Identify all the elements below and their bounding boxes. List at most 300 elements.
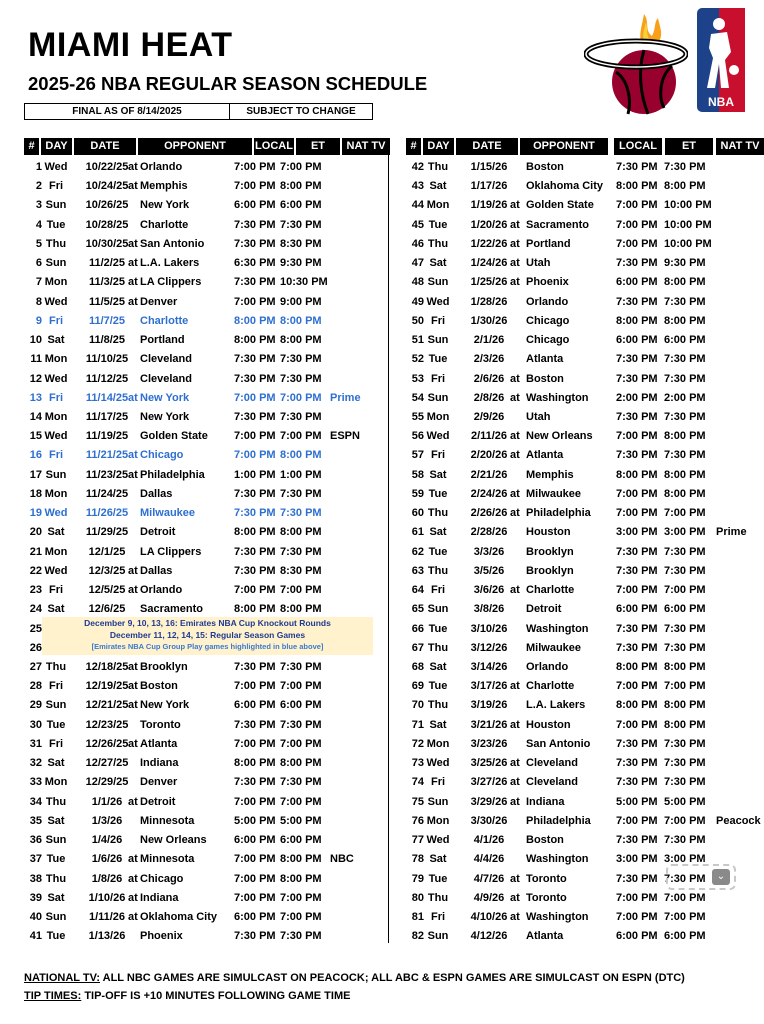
game-number: 22 bbox=[29, 564, 42, 577]
game-at: at bbox=[510, 449, 520, 462]
game-number: 40 bbox=[29, 910, 42, 923]
game-et-time: 8:00 PM bbox=[664, 660, 706, 673]
game-date: 1/6/26 bbox=[91, 853, 123, 866]
game-local-time: 6:00 PM bbox=[234, 699, 276, 712]
game-et-time: 7:30 PM bbox=[280, 545, 322, 558]
game-opponent: Washington bbox=[526, 910, 589, 923]
game-local-time: 7:00 PM bbox=[234, 295, 276, 308]
game-number: 37 bbox=[29, 853, 42, 866]
game-number: 32 bbox=[29, 757, 42, 770]
game-number: 56 bbox=[411, 430, 424, 443]
game-date: 1/24/26 bbox=[470, 257, 508, 270]
game-et-time: 7:00 PM bbox=[280, 737, 322, 750]
header-date: DATE bbox=[456, 138, 518, 155]
game-opponent: New York bbox=[140, 699, 190, 712]
game-opponent: Dallas bbox=[140, 487, 173, 500]
game-date: 3/5/26 bbox=[473, 564, 505, 577]
game-day: Wed bbox=[426, 430, 450, 443]
game-et-time: 7:30 PM bbox=[664, 834, 706, 847]
game-number: 78 bbox=[411, 853, 424, 866]
game-number: 80 bbox=[411, 891, 424, 904]
game-opponent: Detroit bbox=[526, 603, 562, 616]
table-row bbox=[406, 908, 764, 927]
game-et-time: 10:00 PM bbox=[664, 199, 712, 212]
game-day: Mon bbox=[44, 353, 68, 366]
game-local-time: 7:30 PM bbox=[616, 257, 658, 270]
game-opponent: Sacramento bbox=[140, 603, 203, 616]
game-local-time: 7:30 PM bbox=[616, 622, 658, 635]
game-opponent: Orlando bbox=[526, 295, 569, 308]
game-date: 1/8/26 bbox=[91, 872, 123, 885]
game-opponent: Philadelphia bbox=[140, 468, 205, 481]
game-number: 38 bbox=[29, 872, 42, 885]
game-day: Thu bbox=[427, 507, 449, 520]
game-et-time: 6:00 PM bbox=[664, 603, 706, 616]
game-day: Mon bbox=[44, 776, 68, 789]
game-date: 1/28/26 bbox=[470, 295, 508, 308]
game-at: at bbox=[128, 276, 138, 289]
game-et-time: 8:00 PM bbox=[280, 757, 322, 770]
game-day: Sat bbox=[47, 526, 65, 539]
game-opponent: Phoenix bbox=[140, 930, 183, 943]
game-number: 6 bbox=[35, 257, 42, 270]
table-row bbox=[406, 485, 764, 504]
table-row bbox=[406, 927, 764, 946]
table-row bbox=[24, 504, 390, 523]
game-number: 58 bbox=[411, 468, 424, 481]
game-opponent: Portland bbox=[526, 237, 571, 250]
game-opponent: Phoenix bbox=[526, 276, 569, 289]
game-day: Fri bbox=[48, 449, 64, 462]
game-day: Sat bbox=[47, 757, 65, 770]
game-local-time: 7:00 PM bbox=[616, 718, 658, 731]
table-row bbox=[24, 850, 390, 869]
game-local-time: 7:30 PM bbox=[616, 161, 658, 173]
table-row bbox=[24, 273, 390, 292]
game-opponent: Philadelphia bbox=[526, 814, 591, 827]
game-at: at bbox=[510, 391, 520, 404]
table-row bbox=[406, 658, 764, 677]
game-opponent: Oklahoma City bbox=[526, 180, 604, 193]
game-et-time: 8:00 PM bbox=[664, 468, 706, 481]
game-et-time: 8:00 PM bbox=[664, 430, 706, 443]
game-day: Wed bbox=[44, 295, 68, 308]
game-date: 1/4/26 bbox=[91, 834, 123, 847]
game-local-time: 8:00 PM bbox=[616, 180, 658, 193]
game-number: 73 bbox=[411, 757, 424, 770]
game-at: at bbox=[128, 891, 138, 904]
game-at: at bbox=[510, 584, 520, 597]
game-date: 11/8/25 bbox=[88, 334, 126, 347]
game-at: at bbox=[510, 795, 520, 808]
game-et-time: 8:30 PM bbox=[280, 237, 322, 250]
game-day: Sat bbox=[429, 718, 447, 731]
game-day: Tue bbox=[428, 353, 448, 366]
game-local-time: 7:30 PM bbox=[234, 353, 276, 366]
game-et-time: 7:30 PM bbox=[664, 372, 706, 385]
subject-to-change-label: SUBJECT TO CHANGE bbox=[229, 103, 373, 120]
game-number: 79 bbox=[411, 872, 424, 885]
note-line-1: December 9, 10, 13, 16: Emirates NBA Cup Knockout Rounds bbox=[84, 618, 331, 628]
game-date: 1/30/26 bbox=[470, 314, 508, 327]
game-number: 19 bbox=[29, 507, 42, 520]
game-date: 11/10/25 bbox=[85, 353, 129, 366]
game-local-time: 6:00 PM bbox=[616, 930, 658, 943]
header-date: DATE bbox=[74, 138, 136, 155]
game-et-time: 7:00 PM bbox=[280, 430, 322, 443]
game-et-time: 2:00 PM bbox=[664, 391, 706, 404]
table-row bbox=[24, 677, 390, 696]
game-date: 3/14/26 bbox=[470, 660, 508, 673]
game-at: at bbox=[128, 584, 138, 597]
game-number: 70 bbox=[411, 699, 424, 712]
game-at: at bbox=[128, 680, 138, 693]
game-et-time: 7:30 PM bbox=[664, 295, 706, 308]
game-day: Mon bbox=[44, 410, 68, 423]
game-day: Fri bbox=[430, 910, 446, 923]
game-at: at bbox=[510, 718, 520, 731]
game-date: 3/6/26 bbox=[473, 584, 505, 597]
game-local-time: 6:00 PM bbox=[234, 834, 276, 847]
game-date: 12/27/25 bbox=[85, 757, 129, 770]
page-title: MIAMI HEAT bbox=[28, 26, 233, 64]
table-row bbox=[24, 446, 390, 465]
game-date: 2/28/26 bbox=[470, 526, 508, 539]
game-local-time: 7:30 PM bbox=[616, 757, 658, 770]
game-et-time: 7:30 PM bbox=[664, 622, 706, 635]
game-at: at bbox=[128, 257, 138, 270]
game-day: Thu bbox=[427, 237, 449, 250]
game-opponent: Houston bbox=[526, 718, 571, 731]
game-local-time: 2:00 PM bbox=[616, 391, 658, 404]
table-row bbox=[24, 485, 390, 504]
game-date: 12/3/25 bbox=[88, 564, 126, 577]
game-number: 18 bbox=[29, 487, 42, 500]
game-local-time: 7:30 PM bbox=[616, 353, 658, 366]
game-nat-tv: ESPN bbox=[330, 430, 360, 443]
game-local-time: 7:00 PM bbox=[616, 680, 658, 693]
game-opponent: Cleveland bbox=[140, 372, 192, 385]
game-opponent: Utah bbox=[526, 257, 551, 270]
table-row bbox=[24, 773, 390, 792]
game-local-time: 8:00 PM bbox=[616, 699, 658, 712]
game-date: 2/8/26 bbox=[473, 391, 505, 404]
game-opponent: Atlanta bbox=[526, 353, 564, 366]
game-number: 27 bbox=[29, 660, 42, 673]
game-local-time: 7:30 PM bbox=[616, 641, 658, 654]
table-row bbox=[406, 350, 764, 369]
game-local-time: 7:30 PM bbox=[616, 737, 658, 750]
game-date: 11/19/25 bbox=[85, 430, 129, 443]
game-day: Mon bbox=[426, 410, 450, 423]
game-number: 60 bbox=[411, 507, 424, 520]
game-at: at bbox=[128, 180, 138, 193]
game-local-time: 7:00 PM bbox=[616, 487, 658, 500]
game-date: 3/3/26 bbox=[473, 545, 505, 558]
game-date: 3/23/26 bbox=[470, 737, 508, 750]
game-et-time: 7:00 PM bbox=[664, 680, 706, 693]
game-number: 61 bbox=[411, 526, 424, 539]
game-at: at bbox=[128, 295, 138, 308]
game-opponent: New Orleans bbox=[140, 834, 207, 847]
game-et-time: 7:00 PM bbox=[280, 795, 322, 808]
game-at: at bbox=[128, 795, 138, 808]
table-row bbox=[406, 543, 764, 562]
table-row bbox=[406, 370, 764, 389]
game-day: Wed bbox=[426, 295, 450, 308]
game-date: 2/3/26 bbox=[473, 353, 505, 366]
game-local-time: 8:00 PM bbox=[616, 314, 658, 327]
game-at: at bbox=[510, 680, 520, 693]
table-row bbox=[406, 466, 764, 485]
game-date: 10/30/25 bbox=[85, 237, 129, 250]
table-row bbox=[24, 370, 390, 389]
game-date: 1/19/26 bbox=[470, 199, 508, 212]
game-local-time: 6:00 PM bbox=[616, 603, 658, 616]
game-date: 2/1/26 bbox=[473, 334, 505, 347]
game-local-time: 7:30 PM bbox=[234, 237, 276, 250]
game-date: 11/12/25 bbox=[85, 372, 129, 385]
game-at: at bbox=[128, 161, 138, 173]
game-day: Sun bbox=[45, 468, 67, 481]
game-opponent: New York bbox=[140, 391, 190, 404]
game-date: 11/7/25 bbox=[88, 314, 126, 327]
game-number: 74 bbox=[411, 776, 424, 789]
game-et-time: 7:00 PM bbox=[664, 584, 706, 597]
game-local-time: 7:00 PM bbox=[234, 891, 276, 904]
game-at: at bbox=[510, 276, 520, 289]
game-date: 3/27/26 bbox=[470, 776, 508, 789]
game-et-time: 8:00 PM bbox=[664, 276, 706, 289]
game-local-time: 7:00 PM bbox=[234, 795, 276, 808]
game-nat-tv: NBC bbox=[330, 853, 354, 866]
table-row bbox=[406, 216, 764, 235]
game-date: 2/9/26 bbox=[473, 410, 505, 423]
game-number: 45 bbox=[411, 218, 424, 231]
table-row bbox=[406, 696, 764, 715]
game-day: Fri bbox=[48, 391, 64, 404]
game-date: 2/21/26 bbox=[470, 468, 508, 481]
game-day: Sat bbox=[429, 853, 447, 866]
footer-tip-label: TIP TIMES: bbox=[24, 990, 82, 1002]
game-et-time: 7:30 PM bbox=[280, 372, 322, 385]
game-date: 11/5/25 bbox=[88, 295, 126, 308]
game-local-time: 7:30 PM bbox=[616, 372, 658, 385]
game-day: Fri bbox=[430, 449, 446, 462]
game-date: 11/23/25 bbox=[85, 468, 129, 481]
game-day: Wed bbox=[44, 430, 68, 443]
page-subtitle: 2025-26 NBA REGULAR SEASON SCHEDULE bbox=[28, 73, 428, 94]
game-number: 9 bbox=[35, 314, 42, 327]
game-et-time: 7:00 PM bbox=[280, 910, 322, 923]
game-opponent: San Antonio bbox=[526, 737, 591, 750]
game-number: 41 bbox=[29, 930, 42, 943]
game-local-time: 7:30 PM bbox=[616, 834, 658, 847]
game-day: Fri bbox=[48, 584, 64, 597]
game-date: 10/22/25 bbox=[85, 161, 129, 173]
game-date: 3/12/26 bbox=[470, 641, 508, 654]
game-date: 2/20/26 bbox=[470, 449, 508, 462]
game-number: 13 bbox=[29, 391, 42, 404]
game-day: Wed bbox=[426, 757, 450, 770]
game-local-time: 7:30 PM bbox=[234, 545, 276, 558]
table-row bbox=[24, 908, 390, 927]
game-et-time: 8:00 PM bbox=[280, 180, 322, 193]
table-row bbox=[406, 177, 764, 196]
game-number: 31 bbox=[29, 737, 42, 750]
game-day: Sat bbox=[429, 526, 447, 539]
table-row bbox=[24, 754, 390, 773]
game-et-time: 9:00 PM bbox=[280, 295, 322, 308]
game-opponent: Charlotte bbox=[140, 314, 189, 327]
game-opponent: Utah bbox=[526, 410, 551, 423]
game-date: 1/17/26 bbox=[470, 180, 508, 193]
table-row bbox=[24, 543, 390, 562]
game-et-time: 8:00 PM bbox=[664, 487, 706, 500]
game-local-time: 7:00 PM bbox=[616, 218, 658, 231]
game-opponent: Boston bbox=[526, 372, 564, 385]
game-et-time: 7:00 PM bbox=[280, 584, 322, 597]
game-opponent: Golden State bbox=[526, 199, 594, 212]
game-date: 11/29/25 bbox=[85, 526, 129, 539]
game-number: 4 bbox=[35, 218, 42, 231]
header-opponent: OPPONENT bbox=[138, 138, 252, 155]
game-local-time: 7:30 PM bbox=[234, 218, 276, 231]
game-nat-tv: Prime bbox=[330, 391, 361, 404]
game-local-time: 8:00 PM bbox=[234, 526, 276, 539]
game-opponent: Brooklyn bbox=[526, 564, 574, 577]
game-opponent: Washington bbox=[526, 622, 589, 635]
game-number: 57 bbox=[411, 449, 424, 462]
game-local-time: 7:00 PM bbox=[234, 391, 276, 404]
table-row bbox=[406, 562, 764, 581]
game-at: at bbox=[128, 468, 138, 481]
table-row bbox=[24, 312, 390, 331]
game-et-time: 10:00 PM bbox=[664, 237, 712, 250]
table-row bbox=[24, 812, 390, 831]
game-local-time: 7:00 PM bbox=[234, 180, 276, 193]
table-row bbox=[24, 658, 390, 677]
game-local-time: 7:30 PM bbox=[616, 872, 658, 885]
game-date: 12/19/25 bbox=[85, 680, 129, 693]
game-opponent: Orlando bbox=[140, 584, 183, 597]
game-number: 63 bbox=[411, 564, 424, 577]
game-local-time: 7:00 PM bbox=[616, 891, 658, 904]
game-number: 76 bbox=[411, 814, 424, 827]
game-at: at bbox=[510, 487, 520, 500]
table-row bbox=[406, 504, 764, 523]
header-et: ET bbox=[296, 138, 340, 155]
game-number: 77 bbox=[411, 834, 424, 847]
game-opponent: Chicago bbox=[140, 872, 184, 885]
game-local-time: 7:30 PM bbox=[234, 410, 276, 423]
game-opponent: Chicago bbox=[526, 314, 570, 327]
game-date: 3/29/26 bbox=[470, 795, 508, 808]
table-row bbox=[406, 716, 764, 735]
table-row bbox=[24, 158, 390, 177]
game-day: Thu bbox=[427, 641, 449, 654]
game-opponent: Indiana bbox=[526, 795, 565, 808]
game-at: at bbox=[128, 660, 138, 673]
table-row bbox=[24, 870, 390, 889]
game-date: 1/15/26 bbox=[470, 161, 508, 173]
game-date: 1/22/26 bbox=[470, 237, 508, 250]
game-et-time: 9:30 PM bbox=[280, 257, 322, 270]
table-row bbox=[24, 716, 390, 735]
game-date: 12/18/25 bbox=[85, 660, 129, 673]
game-local-time: 5:00 PM bbox=[234, 814, 276, 827]
game-opponent: Atlanta bbox=[526, 930, 564, 943]
nba-logo bbox=[697, 8, 745, 112]
game-opponent: Toronto bbox=[526, 872, 567, 885]
game-opponent: LA Clippers bbox=[140, 545, 202, 558]
game-day: Fri bbox=[48, 180, 64, 193]
game-day: Fri bbox=[430, 776, 446, 789]
chevron-down-icon[interactable]: ⌄ bbox=[712, 869, 730, 885]
table-row bbox=[24, 927, 390, 946]
table-row bbox=[24, 254, 390, 273]
game-et-time: 8:00 PM bbox=[280, 872, 322, 885]
game-at: at bbox=[510, 199, 520, 212]
game-number: 62 bbox=[411, 545, 424, 558]
game-et-time: 7:00 PM bbox=[664, 910, 706, 923]
table-row bbox=[24, 427, 390, 446]
game-number: 39 bbox=[29, 891, 42, 904]
table-row bbox=[24, 696, 390, 715]
game-day: Sat bbox=[47, 603, 65, 616]
game-local-time: 7:30 PM bbox=[234, 718, 276, 731]
game-local-time: 7:00 PM bbox=[234, 737, 276, 750]
game-day: Thu bbox=[45, 872, 67, 885]
game-opponent: Denver bbox=[140, 776, 178, 789]
game-day: Tue bbox=[428, 545, 448, 558]
game-day: Sat bbox=[47, 891, 65, 904]
game-number: 68 bbox=[411, 660, 424, 673]
game-opponent: LA Clippers bbox=[140, 276, 202, 289]
game-local-time: 7:30 PM bbox=[616, 776, 658, 789]
game-local-time: 6:00 PM bbox=[234, 199, 276, 212]
game-et-time: 7:30 PM bbox=[664, 757, 706, 770]
game-at: at bbox=[128, 910, 138, 923]
table-row bbox=[24, 735, 390, 754]
game-number: 53 bbox=[411, 372, 424, 385]
game-number: 72 bbox=[411, 737, 424, 750]
game-day: Sat bbox=[47, 814, 65, 827]
game-et-time: 7:00 PM bbox=[664, 507, 706, 520]
game-day: Wed bbox=[44, 372, 68, 385]
game-number: 51 bbox=[411, 334, 424, 347]
game-et-time: 10:00 PM bbox=[664, 218, 712, 231]
game-number: 1 bbox=[35, 161, 42, 173]
game-et-time: 5:00 PM bbox=[664, 795, 706, 808]
game-et-time: 7:00 PM bbox=[664, 814, 706, 827]
game-opponent: Memphis bbox=[526, 468, 574, 481]
game-et-time: 8:00 PM bbox=[664, 718, 706, 731]
game-date: 1/13/26 bbox=[88, 930, 126, 943]
row-dropdown[interactable] bbox=[666, 864, 736, 890]
game-local-time: 7:00 PM bbox=[616, 507, 658, 520]
game-et-time: 7:30 PM bbox=[664, 545, 706, 558]
game-number: 25 bbox=[29, 622, 42, 635]
game-opponent: Brooklyn bbox=[140, 660, 188, 673]
table-row bbox=[24, 831, 390, 850]
game-local-time: 7:00 PM bbox=[234, 161, 276, 173]
game-et-time: 7:30 PM bbox=[280, 718, 322, 731]
header-number: # bbox=[406, 138, 421, 155]
table-row bbox=[406, 889, 764, 908]
game-date: 11/24/25 bbox=[85, 487, 129, 500]
game-opponent: Indiana bbox=[140, 757, 179, 770]
